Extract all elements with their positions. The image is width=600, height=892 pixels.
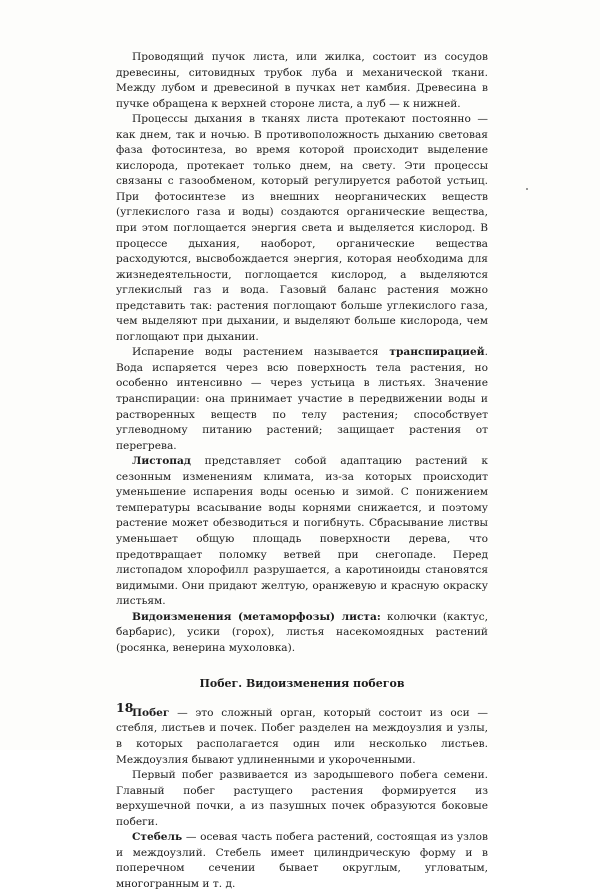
text-segment: — осевая часть побега растений, состоящая из узлов и междоузлий. Стебель имеет цилиндрическую форму и в поперечном сечении бывает округлым, угловатым, многогранным и т. д.: [116, 831, 488, 890]
text-segment: Первый побег развивается из зародышевого побега семени. Главный побег растущего растения формируется из верхушечной почки, а из пазушных почек образуются боковые побеги.: [116, 769, 488, 828]
section-heading: Побег. Видоизменения побегов: [199, 677, 405, 691]
paragraph-transpiration: [116, 345, 488, 454]
paragraph-stem: [116, 830, 488, 892]
page-number: 18: [116, 700, 134, 715]
print-speck: [526, 188, 528, 190]
term-leaf-fall: Листопад: [132, 455, 191, 468]
text-segment: колючки (кактус, барбарис), усики (горох), листья насекомоядных растений (росянка, венерина мухоловка).: [116, 610, 488, 654]
paragraph-respiration: [116, 112, 488, 345]
paragraph-leaf-fall: [116, 454, 488, 609]
term-transpiration: транспирацией: [389, 346, 485, 359]
text-segment: Проводящий пучок листа, или жилка, состоит из сосудов древесины, ситовидных трубок луба и механической ткани. Между лубом и древесиной в пучках нет камбия. Древесина в пучке обращена к верхней стороне листа, а луб — к нижней.: [116, 51, 488, 110]
paragraph-vascular-bundle: [116, 50, 488, 112]
term-shoot: Побег: [132, 706, 170, 719]
term-stem: Стебель: [132, 831, 183, 844]
text-segment: представляет собой адаптацию растений к сезонным изменениям климата, из-за которых происходит уменьшение испарения воды осенью и зимой. С понижением температуры всасывание воды корнями снижается, и поэтому растение может обезводиться и погибнуть. Сбрасывание листвы уменьшает общую площадь поверхности дерева, что предотвращает поломку ветвей при снегопаде. Перед листопадом хлорофилл разрушается, а каротиноиды становятся видимыми. Они придают желтую, оранжевую и красную окраску листьям.: [116, 455, 488, 608]
text-segment: Испарение воды растением называется: [132, 346, 390, 359]
text-segment: — это сложный орган, который состоит из оси — стебля, листьев и почек. Побег разделен на междоузлия и узлы, в которых располагается один или несколько листьев. Междоузлия бывают удлиненными и укороченными.: [116, 706, 488, 766]
paragraph-leaf-modifications: [116, 610, 488, 657]
paragraph-first-shoot: [116, 768, 488, 830]
page-text: [116, 50, 488, 892]
text-segment: . Вода испаряется через всю поверхность тела растения, но особенно интенсивно — через устьица в листьях. Значение транспирации: она принимает участие в передвижении воды и растворенных веществ по телу растения; способствует углеводному питанию растений; защищает растения от перегрева.: [116, 346, 488, 452]
term-leaf-modifications: Видоизменения (метаморфозы) листа:: [132, 610, 381, 623]
paragraph-shoot: [116, 706, 488, 768]
text-segment: Процессы дыхания в тканях листа протекают постоянно — как днем, так и ночью. В противоположность дыханию световая фаза фотосинтеза, во время которой происходит выделение кислорода, протекает только днем, на свету. Эти процессы связаны с газообменом, который регулируется работой устьиц. При фотосинтезе из внешних неорганических веществ (углекислого газа и воды) создаются органические вещества, при этом поглощается энергия света и выделяется кислород. В процессе дыхания, наоборот, органические вещества расходуются, высвобождается энергия, которая необходима для жизнедеятельности, поглощается кислород, а выделяются углекислый газ и вода. Газовый баланс растения можно представить так: растения поглощают больше углекислого газа, чем выделяют при дыхании, и выделяют больше кислорода, чем поглощают при дыхании.: [116, 113, 488, 343]
